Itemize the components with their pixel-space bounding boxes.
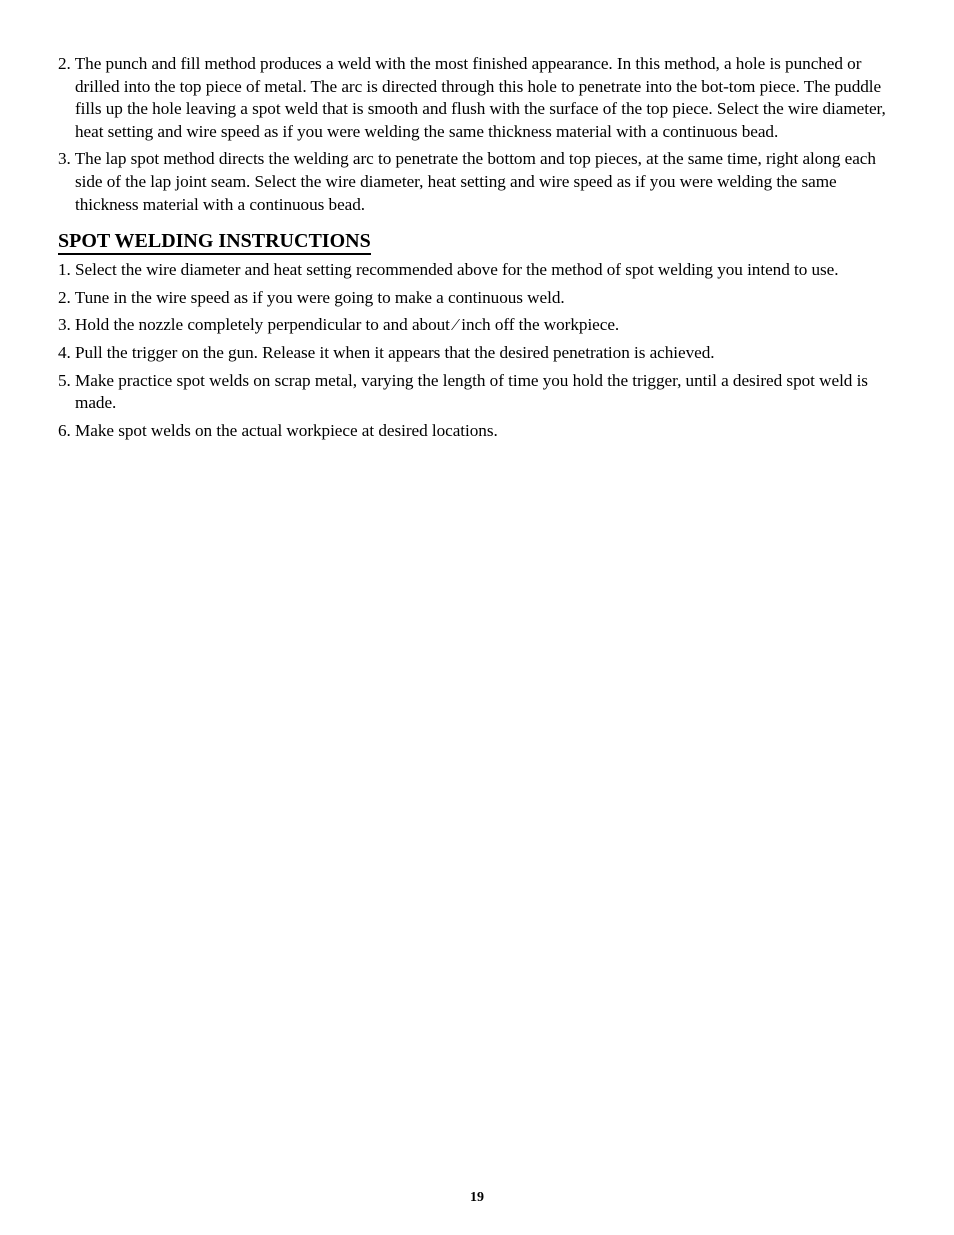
method-item-lap-spot: 3. The lap spot method directs the welding arc to penetrate the bottom and top pieces, at the same time, right along each side of the lap joint seam. Select the wire diameter, heat setting and wire speed as if you were welding the same thickness material with a continuous bead. <box>58 149 876 214</box>
instruction-item: 5. Make practice spot welds on scrap metal, varying the length of time you hold the trigger, until a desired spot weld is made. <box>58 370 868 413</box>
instruction-item: 4. Pull the trigger on the gun. Release it when it appears that the desired penetration is achieved. <box>58 342 715 362</box>
section-heading: SPOT WELDING INSTRUCTIONS <box>58 229 371 255</box>
instruction-item: 2. Tune in the wire speed as if you were going to make a continuous weld. <box>58 287 565 307</box>
page-number: 19 <box>470 1190 484 1205</box>
page-content <box>58 53 894 447</box>
instruction-item: 6. Make spot welds on the actual workpiece at desired locations. <box>58 420 498 440</box>
instruction-item: 1. Select the wire diameter and heat setting recommended above for the method of spot welding you intend to use. <box>58 260 839 280</box>
instruction-item: 3. Hold the nozzle completely perpendicular to and about ⁄ inch off the workpiece. <box>58 315 620 335</box>
method-item-punch-fill: 2. The punch and fill method produces a weld with the most finished appearance. In this method, a hole is punched or drilled into the top piece of metal. The arc is directed through this hole to penetrate into the bot-tom piece. The puddle fills up the hole leaving a spot weld that is smooth and flush with the surface of the top piece. Select the wire diameter, heat setting and wire speed as if you were welding the same thickness material with a continuous bead. <box>58 54 886 141</box>
